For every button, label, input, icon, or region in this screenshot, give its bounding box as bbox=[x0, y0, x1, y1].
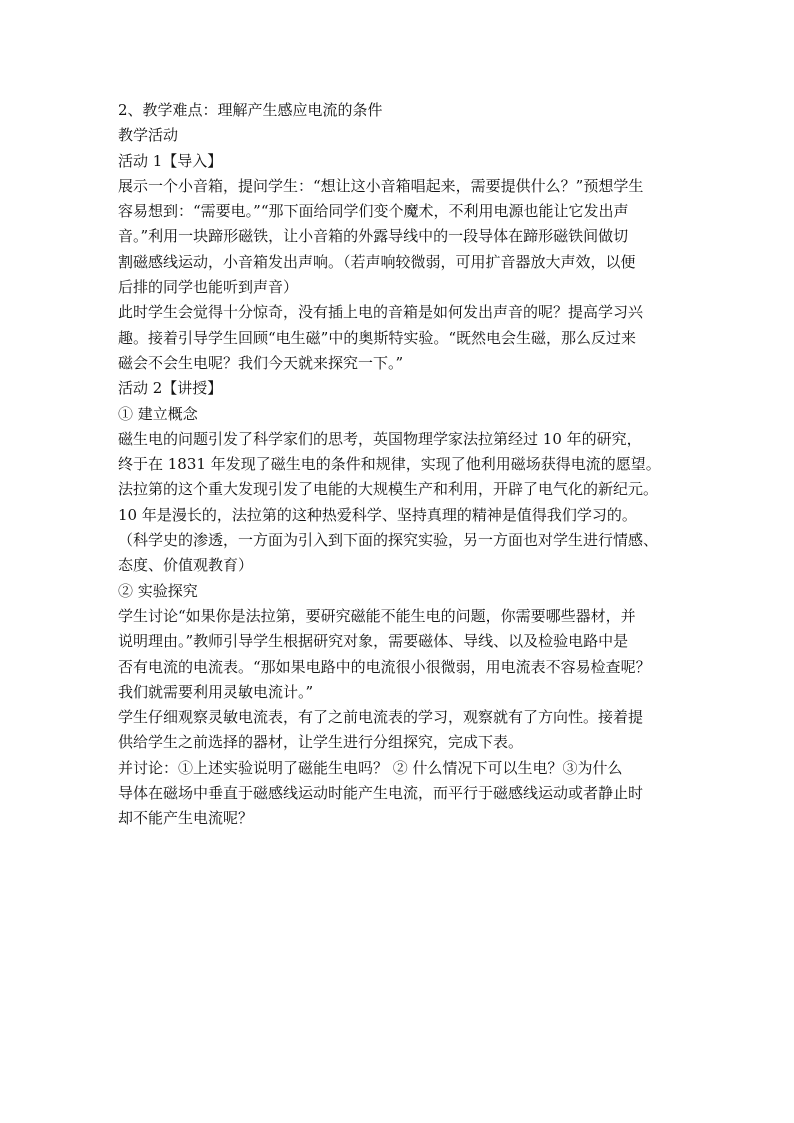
paragraph-line: 学生讨论“如果你是法拉第，要研究磁能不能生电的问题，你需要哪些器材，并 bbox=[118, 606, 636, 625]
paragraph-line: 终于在 1831 年发现了磁生电的条件和规律，实现了他利用磁场获得电流的愿望。 bbox=[118, 455, 661, 474]
paragraph-line: 说明理由。”教师引导学生根据研究对象，需要磁体、导线、以及检验电路中是 bbox=[118, 632, 629, 651]
paragraph-line: 导体在磁场中垂直于磁感线运动时能产生电流，而平行于磁感线运动或者静止时 bbox=[118, 784, 644, 803]
paragraph-line: 趣。接着引导学生回顾“电生磁”中的奥斯特实验。“既然电会生磁，那么反过来 bbox=[118, 328, 637, 347]
paragraph-line: 容易想到：“需要电。”“那下面给同学们变个魔术，不利用电源也能让它发出声 bbox=[118, 202, 629, 221]
heading-activity-2: 活动 2【讲授】 bbox=[118, 379, 223, 398]
paragraph-line: （科学史的渗透，一方面为引入到下面的探究实验，另一方面也对学生进行情感、 bbox=[118, 531, 659, 550]
paragraph-line: 磁会不会生电呢？我们今天就来探究一下。” bbox=[118, 353, 404, 372]
paragraph-line: 音。”利用一块蹄形磁铁，让小音箱的外露导线中的一段导体在蹄形磁铁间做切 bbox=[118, 227, 629, 246]
paragraph-line: 供给学生之前选择的器材，让学生进行分组探究，完成下表。 bbox=[118, 733, 524, 752]
paragraph-line: 法拉第的这个重大发现引发了电能的大规模生产和利用，开辟了电气化的新纪元。 bbox=[118, 480, 659, 499]
paragraph-line: 展示一个小音箱，提问学生：“想让这小音箱唱起来，需要提供什么？”预想学生 bbox=[118, 176, 644, 195]
subheading-experiment: ② 实验探究 bbox=[118, 581, 198, 600]
paragraph-line: 学生仔细观察灵敏电流表，有了之前电流表的学习，观察就有了方向性。接着提 bbox=[118, 708, 644, 727]
paragraph-line: 并讨论：①上述实验说明了磁能生电吗？ ② 什么情况下可以生电？③为什么 bbox=[118, 758, 623, 777]
heading-teaching-difficulty: 2、教学难点：理解产生感应电流的条件 bbox=[118, 101, 383, 119]
document-body bbox=[118, 98, 678, 832]
heading-teaching-activities: 教学活动 bbox=[118, 126, 179, 145]
heading-activity-1: 活动 1【导入】 bbox=[118, 151, 223, 170]
paragraph-line: 我们就需要利用灵敏电流计。” bbox=[118, 682, 314, 701]
paragraph-line: 此时学生会觉得十分惊奇，没有插上电的音箱是如何发出声音的呢？提高学习兴 bbox=[118, 303, 644, 322]
paragraph-line: 却不能产生电流呢？ bbox=[118, 809, 254, 828]
paragraph-line: 磁生电的问题引发了科学家们的思考，英国物理学家法拉第经过 10 年的研究， bbox=[118, 429, 642, 448]
paragraph-line: 后排的同学也能听到声音） bbox=[118, 278, 299, 297]
paragraph-line: 割磁感线运动，小音箱发出声响。（若声响较微弱，可用扩音器放大声效，以便 bbox=[118, 252, 636, 271]
paragraph-line: 态度、价值观教育） bbox=[118, 556, 254, 575]
subheading-build-concept: ① 建立概念 bbox=[118, 404, 198, 423]
paragraph-line: 10 年是漫长的，法拉第的这种热爱科学、坚持真理的精神是值得我们学习的。 bbox=[118, 505, 637, 524]
paragraph-line: 否有电流的电流表。“那如果电路中的电流很小很微弱，用电流表不容易检查呢？ bbox=[118, 657, 651, 676]
